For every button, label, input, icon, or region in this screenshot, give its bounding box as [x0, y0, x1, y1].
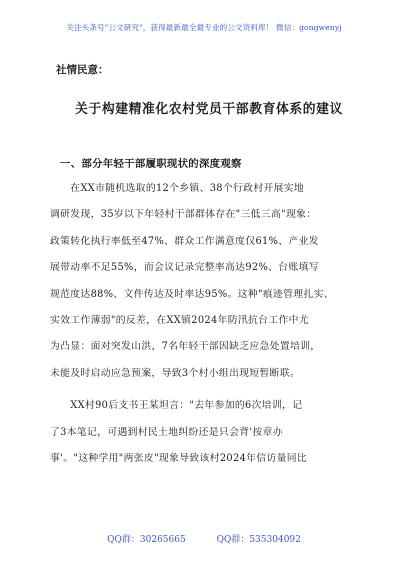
paragraph-line: 事'。"这种学用"两张皮"现象导致该村2024年信访量同比	[50, 452, 308, 464]
paragraph-line: 未能及时启动应急预案，导致3个村小组出现短暂断联。	[50, 367, 301, 379]
paragraph-line: 实效工作薄弱"的反差，在XX镇2024年防汛抗台工作中尤	[50, 314, 309, 326]
paragraph-line: 了3本笔记，可遇到村民土地纠纷还是只会背'按章办	[50, 426, 283, 438]
paragraph-1	[50, 176, 368, 387]
promo-banner: 关注头条号"公文研究"，获得最新最全最专业的公文资料库！ 微信：gongwenyj	[66, 23, 342, 32]
paragraph-line: 调研发现，35岁以下年轻村干部群体存在"三低三高"现象：	[50, 209, 317, 221]
paragraph-line: 政策转化执行率低至47%、群众工作满意度仅61%、产业发	[50, 235, 319, 247]
section-label: 社情民意：	[56, 64, 109, 76]
document-title: 关于构建精准化农村党员干部教育体系的建议	[75, 102, 343, 117]
paragraph-line: XX村90后支书王某坦言："去年参加的6次培训，记	[50, 400, 303, 412]
paragraph-line: 展带动率不足55%，而会议记录完整率高达92%、台账填写	[50, 262, 319, 274]
footer-contact	[0, 532, 408, 545]
paragraph-line: 在XX市随机选取的12个乡镇、38个行政村开展实地	[50, 183, 305, 194]
paragraph-line: 规范度达88%、文件传达及时率达95%。这种"痕迹管理扎实、	[50, 288, 334, 300]
paragraph-2	[50, 393, 368, 472]
footer-qq-group-2: QQ群：535304092	[216, 535, 301, 545]
section-heading: 一、部分年轻干部履职现状的深度观察	[60, 158, 242, 170]
footer-qq-group-1: QQ群：30265665	[107, 535, 186, 545]
document-body	[50, 56, 368, 472]
paragraph-line: 为凸显：面对突发山洪，7名年轻干部因缺乏应急处置培训，	[50, 341, 321, 353]
